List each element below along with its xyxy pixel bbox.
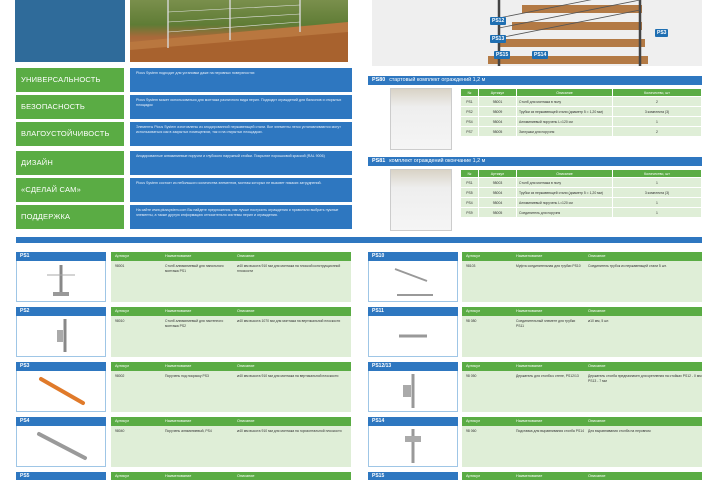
product-photo	[368, 316, 458, 357]
product-desc: Для выравнивания столба на неровном	[588, 429, 651, 433]
table-row	[461, 127, 702, 137]
product-art: 98002	[115, 374, 125, 378]
kit-cell: 98009	[479, 107, 517, 117]
kit-cell: 1	[613, 208, 702, 218]
col-art: Артикул	[466, 254, 481, 258]
rail-tag: PS12	[492, 18, 505, 24]
deck-railing-photo	[130, 0, 348, 62]
rail-tag: PS13	[492, 36, 505, 42]
kit-cell: 98004	[479, 117, 517, 127]
col-name: Наименование	[516, 474, 543, 478]
feature-label: УНИВЕРСАЛЬНОСТЬ	[16, 68, 124, 92]
kit-cell: 3 комплекта (3)	[613, 107, 702, 117]
col-name: Наименование	[516, 419, 543, 423]
product-photo	[368, 426, 458, 467]
product-desc: ø40 мм высота 910 мм для монтажа на вертикальной плоскости	[237, 374, 339, 378]
product-table-header	[111, 472, 351, 480]
product-row	[462, 426, 702, 467]
col-desc: Описание	[237, 474, 255, 478]
col-art: Артикул	[115, 254, 130, 258]
kit-col-header: Описание	[517, 89, 613, 97]
product-code: PS2	[16, 307, 106, 316]
kit-cell: 3 комплекта (3)	[613, 188, 702, 198]
kit-cell: PS7	[461, 127, 479, 137]
col-name: Наименование	[165, 364, 192, 368]
col-art: Артикул	[115, 309, 130, 313]
kit-cell: 98004	[479, 198, 517, 208]
col-art: Артикул	[115, 419, 130, 423]
section-divider	[16, 237, 702, 243]
product-table-header	[111, 307, 351, 316]
kit-cell: 98001	[479, 97, 517, 107]
product-table-header	[462, 362, 702, 371]
product-table-header	[111, 362, 351, 371]
table-row	[461, 117, 702, 127]
product-code: PS11	[368, 307, 458, 316]
kit-cell: PS4	[461, 117, 479, 127]
product-code: PS14	[368, 417, 458, 426]
product-desc: ø40 мм высота 910 мм для монтажа на плоской конструкционной плоскости	[237, 264, 341, 273]
kit-cell: 1	[613, 198, 702, 208]
product-desc: ø10 мм, 5 шт.	[588, 319, 609, 323]
feature-label: ВЛАГОУСТОЙЧИВОСТЬ	[16, 122, 124, 146]
product-photo	[16, 316, 106, 357]
col-name: Наименование	[165, 474, 192, 478]
kit-col-header: №	[461, 170, 479, 178]
kit-cell: 2	[613, 127, 702, 137]
product-table-header	[111, 417, 351, 426]
kit-cell: PS9	[461, 208, 479, 218]
product-art: 98010	[115, 319, 125, 323]
product-name: Держатель для столба к стене, PS12/13	[516, 374, 579, 378]
product-name: Столб алюминиевый для напольного монтажа PS1	[165, 264, 224, 273]
product-art: 98 080	[466, 319, 477, 323]
product-code: PS3	[16, 362, 106, 371]
product-row	[462, 261, 702, 302]
product-code: PS4	[16, 417, 106, 426]
product-row	[111, 261, 351, 302]
product-table-header	[462, 307, 702, 316]
kit-cell: 98005	[479, 127, 517, 137]
kit-cell: 1	[613, 117, 702, 127]
col-art: Артикул	[466, 419, 481, 423]
product-row	[111, 426, 351, 467]
table-row	[461, 198, 702, 208]
product-desc: Держатель столба предназначен для крепления на стойках PS12 - 0 мм PS13 - 7 мм	[588, 374, 702, 383]
feature-label: БЕЗОПАСНОСТЬ	[16, 95, 124, 119]
product-code: PS12/13	[368, 362, 458, 371]
product-table-header	[111, 252, 351, 261]
kit-cell: Трубки из нержавеющей стали (диаметр 5 = 1,20 мм)	[517, 188, 613, 198]
table-row	[461, 178, 702, 188]
table-row	[461, 208, 702, 218]
kit-col-header: Количество, шт	[613, 89, 702, 97]
product-desc: ø40 мм высота 1070 мм для монтажа на вертикальной плоскости	[237, 319, 341, 323]
col-desc: Описание	[237, 309, 255, 313]
feature-label: «СДЕЛАЙ САМ»	[16, 178, 124, 202]
col-desc: Описание	[588, 309, 606, 313]
kit-col-header: Количество, шт	[613, 170, 702, 178]
product-photo	[368, 261, 458, 302]
col-name: Наименование	[165, 419, 192, 423]
product-row	[462, 371, 702, 412]
product-art: 98040	[115, 429, 125, 433]
product-art: 98 050	[466, 374, 477, 378]
kit-cell: Алюминиевый поручень L=120 см	[517, 117, 613, 127]
rail-tag: PS3	[657, 30, 667, 36]
product-photo	[368, 371, 458, 412]
kit-cell: PS4	[461, 198, 479, 208]
kit-table	[460, 88, 702, 137]
col-art: Артикул	[466, 364, 481, 368]
feature-desc: Pious System может использоваться для монтажа различного вида перил. Подходит ограждений для балконов и открытых площадок	[130, 95, 352, 119]
col-desc: Описание	[588, 364, 606, 368]
kit-cell: Алюминиевый поручень L=120 см	[517, 198, 613, 208]
kit-name: стартовый комплект ограждений 1,2 м	[389, 77, 486, 83]
kit-code: PS80	[372, 77, 386, 83]
col-desc: Описание	[237, 419, 255, 423]
product-art: 98 060	[466, 429, 477, 433]
col-name: Наименование	[516, 309, 543, 313]
photo-frame	[15, 0, 125, 62]
product-art: 98001	[115, 264, 125, 268]
kit-cell: Столб для монтажа в полу	[517, 178, 613, 188]
product-code: PS1	[16, 252, 106, 261]
product-art: 98103	[466, 264, 476, 268]
rail-tag: PS15	[496, 52, 509, 58]
feature-desc: На сайте www.piussystem.com Вы найдете предложения, как лучше построить ограждения и правильно выбрать нужные элементы, а также другую информацию относительно системы перил и ограждения.	[130, 205, 352, 229]
product-name: Соединительный элемент для трубки PS11	[516, 319, 576, 328]
kit-title	[368, 76, 702, 85]
kit-col-header: Артикул	[479, 170, 517, 178]
rail-tag: PS14	[534, 52, 547, 58]
kit-cell: 1	[613, 178, 702, 188]
col-art: Артикул	[466, 474, 481, 478]
kit-cell: 98004	[479, 188, 517, 198]
feature-desc: Pious System подходит для установки даже на неровных поверхностях	[130, 68, 352, 92]
product-photo	[16, 426, 106, 467]
product-code: PS10	[368, 252, 458, 261]
kit-cell: PS1	[461, 178, 479, 188]
kit-col-header: Описание	[517, 170, 613, 178]
kit-cell: 98003	[479, 178, 517, 188]
kit-cell: 2	[613, 97, 702, 107]
feature-desc: Анодированные алюминиевые поручни и глубокого наружный стойки. Покрытие порошковой краской (RAL 9006)	[130, 151, 352, 175]
col-desc: Описание	[588, 474, 606, 478]
product-desc: Соединитель трубок из нержавеющей стали 5 шт.	[588, 264, 667, 268]
product-row	[111, 316, 351, 357]
col-name: Наименование	[165, 254, 192, 258]
product-name: Муфта соединительная для трубки PS10	[516, 264, 581, 268]
col-desc: Описание	[588, 254, 606, 258]
product-desc: ø40 мм высота 910 мм для монтажа на горизонтальной плоскости	[237, 429, 342, 433]
product-code: PS15	[368, 472, 458, 480]
product-table-header	[462, 252, 702, 261]
kit-photo	[390, 169, 452, 231]
product-table-header	[462, 417, 702, 426]
table-row	[461, 107, 702, 117]
product-name: Подставка для выравнивания столба PS14	[516, 429, 585, 433]
product-table-header	[462, 472, 702, 480]
kit-cell: Соединитель для поручня	[517, 208, 613, 218]
col-name: Наименование	[165, 309, 192, 313]
col-desc: Описание	[237, 364, 255, 368]
kit-photo	[390, 88, 452, 150]
kit-col-header: №	[461, 89, 479, 97]
table-row	[461, 97, 702, 107]
table-row	[461, 188, 702, 198]
kit-cell: Трубки из нержавеющей стали (диаметр 5 = 1,20 мм)	[517, 107, 613, 117]
product-name: Поручень под покраску PS3	[165, 374, 209, 378]
col-art: Артикул	[115, 364, 130, 368]
kit-table	[460, 169, 702, 218]
kit-cell: Столб для монтажа в полу	[517, 97, 613, 107]
col-desc: Описание	[588, 419, 606, 423]
feature-label: ДИЗАЙН	[16, 151, 124, 175]
product-photo	[16, 261, 106, 302]
col-name: Наименование	[516, 364, 543, 368]
kit-cell: PS1	[461, 97, 479, 107]
product-row	[111, 371, 351, 412]
kit-col-header: Артикул	[479, 89, 517, 97]
kit-cell: PS5	[461, 188, 479, 198]
kit-cell: Заглушки для поручня	[517, 127, 613, 137]
product-name: Поручень алюминиевый, PS4	[165, 429, 212, 433]
col-art: Артикул	[115, 474, 130, 478]
col-desc: Описание	[237, 254, 255, 258]
product-row	[462, 316, 702, 357]
kit-cell: 98005	[479, 208, 517, 218]
col-name: Наименование	[516, 254, 543, 258]
feature-desc: Pious System состоит из небольшого количества элементов, монтаж которых не вызовет никаких затруднений.	[130, 178, 352, 202]
kit-title	[368, 157, 702, 166]
col-art: Артикул	[466, 309, 481, 313]
kit-cell: PS2	[461, 107, 479, 117]
feature-label: ПОДДЕРЖКА	[16, 205, 124, 229]
kit-name: комплект ограждений окончание 1,2 м	[389, 158, 486, 164]
kit-code: PS81	[372, 158, 386, 164]
product-photo	[16, 371, 106, 412]
feature-desc: Элементы Pious System изготовлены из анодированной нержавеющей стали. Все элементы легко устанавливаются могут использоваться как в закрытых помещениях, так и на открытых площадках.	[130, 122, 352, 146]
product-name: Столб алюминиевый для настенного монтажа PS2	[165, 319, 224, 328]
product-code: PS5	[16, 472, 106, 480]
